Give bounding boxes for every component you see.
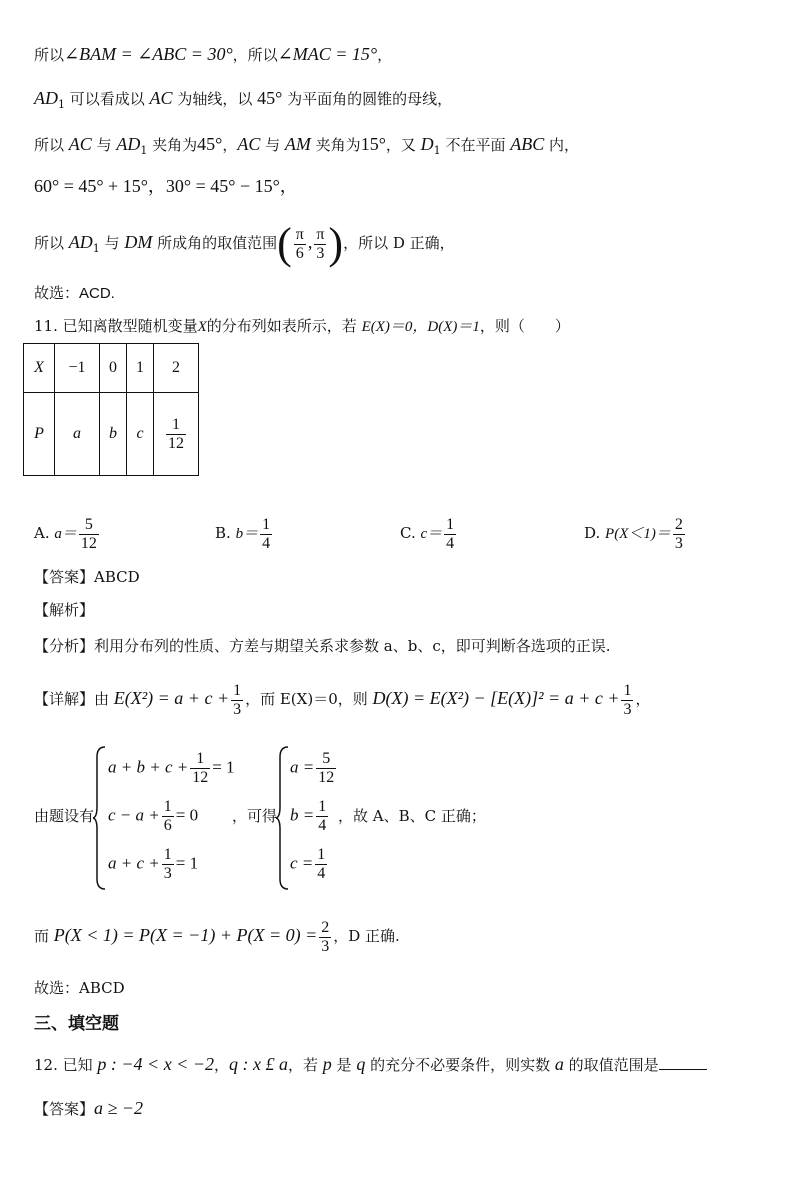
math: c − a + bbox=[108, 805, 160, 825]
text: ，又 bbox=[385, 136, 421, 154]
text: 所以 bbox=[34, 46, 65, 64]
denominator: 3 bbox=[233, 700, 242, 718]
text: 【答案】 bbox=[34, 1100, 95, 1118]
text: 与 bbox=[260, 136, 285, 154]
table-cell: X bbox=[24, 344, 55, 393]
system2-row3 bbox=[290, 846, 329, 883]
choose-abcd: 故选：ABCD bbox=[34, 979, 125, 997]
numerator: π bbox=[295, 225, 304, 243]
numerator: 1 bbox=[317, 846, 326, 863]
fraction bbox=[162, 846, 174, 883]
text: 与 bbox=[99, 234, 125, 252]
math: AM bbox=[284, 134, 311, 154]
fraction bbox=[79, 516, 99, 553]
analysis: 【分析】利用分布列的性质、方差与期望关系求参数 a、b、c，即可判断各选项的正误. bbox=[34, 637, 611, 655]
subscript: 1 bbox=[140, 144, 148, 157]
text: 夹角为 bbox=[310, 136, 361, 154]
answer-blank[interactable] bbox=[659, 1055, 707, 1070]
system-suffix: ，故 A、B、C 正确； bbox=[338, 807, 486, 825]
fraction bbox=[231, 682, 243, 719]
system2-row1 bbox=[290, 750, 338, 787]
math: c＝ bbox=[420, 526, 443, 542]
text: 11. 已知离散型随机变量 bbox=[34, 317, 198, 335]
fraction bbox=[316, 750, 336, 787]
table-cell: a bbox=[55, 393, 100, 476]
denominator: 12 bbox=[192, 769, 209, 786]
numerator: 2 bbox=[321, 918, 330, 936]
math: a = bbox=[290, 757, 315, 777]
math: = 1 bbox=[175, 853, 199, 873]
math: b = bbox=[290, 805, 315, 825]
denominator: 4 bbox=[318, 817, 327, 834]
math: AD bbox=[68, 232, 93, 252]
left-brace-1 bbox=[93, 745, 107, 891]
text: 是 bbox=[331, 1056, 357, 1074]
math: D(X) = E(X²) − [E(X)]² = a + c + bbox=[372, 688, 620, 708]
numerator: 5 bbox=[316, 750, 336, 769]
fraction bbox=[260, 516, 272, 553]
numerator: 1 bbox=[233, 681, 242, 699]
table-cell: 1 bbox=[127, 344, 154, 393]
math: c = bbox=[290, 853, 314, 873]
text: 为轴线，以 bbox=[172, 90, 258, 108]
option-c bbox=[400, 513, 458, 554]
math: = 0 bbox=[175, 805, 199, 825]
left-brace-2 bbox=[276, 745, 290, 891]
math: a ≥ −2 bbox=[94, 1098, 144, 1118]
question-12 bbox=[34, 1052, 707, 1077]
text: ，D 正确. bbox=[333, 927, 400, 945]
question-11 bbox=[34, 314, 570, 339]
math: q bbox=[356, 1054, 366, 1074]
text: 为平面角的圆锥的母线， bbox=[282, 90, 453, 108]
table-cell: 0 bbox=[100, 344, 127, 393]
denominator: 4 bbox=[262, 534, 271, 552]
math: AC bbox=[68, 134, 92, 154]
math: 15° bbox=[360, 134, 386, 154]
text: 12. 已知 bbox=[34, 1056, 98, 1074]
detail-line bbox=[34, 676, 651, 721]
option-b bbox=[215, 513, 274, 554]
text: 所以 bbox=[34, 234, 69, 252]
numerator: 1 bbox=[163, 798, 172, 815]
subscript: 1 bbox=[433, 144, 441, 157]
math-45: 45° bbox=[257, 88, 283, 108]
choose-acd: 故选：ACD. bbox=[34, 285, 115, 302]
text: ， bbox=[213, 1056, 229, 1074]
option-a bbox=[34, 513, 101, 554]
math: E(X²) = a + c + bbox=[113, 688, 230, 708]
right-paren: ) bbox=[328, 219, 344, 268]
text: 夹角为 bbox=[147, 136, 198, 154]
math: DM bbox=[124, 232, 153, 252]
system-prefix: 由题设有 bbox=[34, 807, 95, 825]
text: ， bbox=[635, 690, 651, 708]
text: 而 bbox=[34, 927, 54, 945]
math: a + c + bbox=[108, 853, 160, 873]
text: 内， bbox=[544, 136, 579, 154]
subscript: 1 bbox=[92, 242, 100, 255]
math: a＝ bbox=[54, 526, 77, 542]
math: P(X＜1)＝ bbox=[605, 526, 671, 542]
option-label: D. bbox=[584, 524, 606, 542]
denominator: 3 bbox=[316, 244, 325, 262]
text: 【详解】由 bbox=[34, 690, 114, 708]
system1-row2 bbox=[108, 798, 198, 835]
solution-line-4 bbox=[34, 174, 298, 199]
system1-row3 bbox=[108, 846, 198, 883]
math: a bbox=[554, 1054, 564, 1074]
text: 的分布列如表所示，若 bbox=[206, 317, 362, 335]
denominator: 3 bbox=[163, 865, 172, 882]
answer-12 bbox=[34, 1096, 143, 1121]
fraction bbox=[190, 750, 210, 787]
text: 的充分不必要条件，则实数 bbox=[365, 1056, 555, 1074]
option-label: A. bbox=[34, 524, 55, 542]
subscript: 1 bbox=[58, 98, 65, 111]
fraction bbox=[673, 516, 685, 553]
fraction-pi-6 bbox=[294, 226, 306, 263]
math: ABC bbox=[510, 134, 545, 154]
text: ，而 E(X)＝0，则 bbox=[245, 690, 373, 708]
table-row bbox=[24, 393, 199, 476]
text: ，若 bbox=[287, 1056, 323, 1074]
denominator: 4 bbox=[317, 865, 326, 882]
fraction bbox=[621, 682, 633, 719]
text: 不在平面 bbox=[440, 136, 511, 154]
denominator: 3 bbox=[623, 700, 632, 718]
table-cell: c bbox=[127, 393, 154, 476]
math-angle-equality: ∠BAM = ∠ABC = 30° bbox=[64, 44, 233, 64]
solution-line-3 bbox=[34, 132, 579, 163]
math-angle-sums: 60° = 45° + 15°，30° = 45° − 15°， bbox=[34, 176, 298, 196]
math: P(X < 1) = P(X = −1) + P(X = 0) = bbox=[53, 925, 318, 945]
text: ，所以 bbox=[232, 46, 278, 64]
numerator: 1 bbox=[318, 798, 327, 815]
numerator: 1 bbox=[623, 681, 632, 699]
section-heading: 三、填空题 bbox=[34, 1014, 119, 1034]
solution-line-2 bbox=[34, 86, 452, 117]
distribution-table bbox=[23, 343, 199, 476]
analysis-head: 【解析】 bbox=[34, 601, 95, 619]
math: a + b + c + bbox=[108, 757, 189, 777]
solution-line-5 bbox=[34, 218, 455, 273]
option-d bbox=[584, 513, 687, 554]
fraction bbox=[444, 516, 456, 553]
numerator: 1 bbox=[262, 515, 271, 533]
math: p bbox=[322, 1054, 332, 1074]
denominator: 12 bbox=[168, 434, 184, 452]
denominator: 4 bbox=[446, 534, 455, 552]
math-ac: AC bbox=[149, 88, 173, 108]
fraction bbox=[316, 798, 328, 835]
math: p : −4 < x < −2 bbox=[97, 1054, 214, 1074]
option-label: C. bbox=[400, 524, 421, 542]
system-mid: ，可得 bbox=[232, 807, 278, 825]
denominator: 6 bbox=[295, 244, 304, 262]
option-label: B. bbox=[215, 524, 236, 542]
denominator: 12 bbox=[318, 769, 335, 786]
solution-line-1 bbox=[34, 42, 392, 67]
text: 的取值范围是 bbox=[563, 1056, 659, 1074]
math: AD bbox=[116, 134, 141, 154]
text: 所以 bbox=[34, 136, 69, 154]
denominator: 6 bbox=[163, 817, 172, 834]
table-cell: 2 bbox=[154, 344, 199, 393]
numerator: 2 bbox=[674, 515, 683, 533]
comma: , bbox=[307, 232, 313, 252]
answer-11: 【答案】ABCD bbox=[34, 568, 140, 586]
system1-row1 bbox=[108, 750, 235, 787]
numerator: 1 bbox=[446, 515, 455, 533]
denominator: 3 bbox=[674, 534, 683, 552]
fraction bbox=[315, 846, 327, 883]
math: 45° bbox=[197, 134, 223, 154]
math: AC bbox=[237, 134, 261, 154]
text: ，则（ ） bbox=[479, 317, 570, 335]
text: 所成角的取值范围 bbox=[152, 234, 278, 252]
text: ， bbox=[377, 46, 393, 64]
denominator: 12 bbox=[80, 534, 97, 552]
numerator: 1 bbox=[166, 416, 186, 435]
numerator: 1 bbox=[190, 750, 210, 769]
left-paren: ( bbox=[277, 219, 292, 268]
text: 与 bbox=[91, 136, 117, 154]
math: q : x £ a bbox=[229, 1054, 288, 1074]
text: 可以看成以 bbox=[65, 90, 150, 108]
math-ad: AD bbox=[34, 88, 58, 108]
denominator: 3 bbox=[321, 937, 330, 955]
table-cell: P bbox=[24, 393, 55, 476]
numerator: 1 bbox=[163, 846, 172, 863]
table-row bbox=[24, 344, 199, 393]
numerator: 5 bbox=[79, 516, 99, 535]
table-cell: b bbox=[100, 393, 127, 476]
fraction bbox=[319, 919, 331, 956]
math-condition: E(X)＝0，D(X)＝1 bbox=[361, 319, 480, 335]
text: ， bbox=[222, 136, 238, 154]
fraction-pi-3 bbox=[314, 226, 326, 263]
fraction-1-12 bbox=[166, 416, 186, 453]
system2-row2 bbox=[290, 798, 330, 835]
math-angle-mac: ∠MAC = 15° bbox=[277, 44, 378, 64]
math: X bbox=[197, 319, 207, 335]
table-cell: −1 bbox=[55, 344, 100, 393]
fraction bbox=[162, 798, 174, 835]
table-cell bbox=[154, 393, 199, 476]
math: D bbox=[420, 134, 434, 154]
math: b＝ bbox=[235, 526, 259, 542]
math: = 1 bbox=[212, 757, 235, 777]
numerator: π bbox=[316, 225, 325, 243]
text: ，所以 D 正确， bbox=[343, 234, 455, 252]
final-line bbox=[34, 913, 400, 958]
